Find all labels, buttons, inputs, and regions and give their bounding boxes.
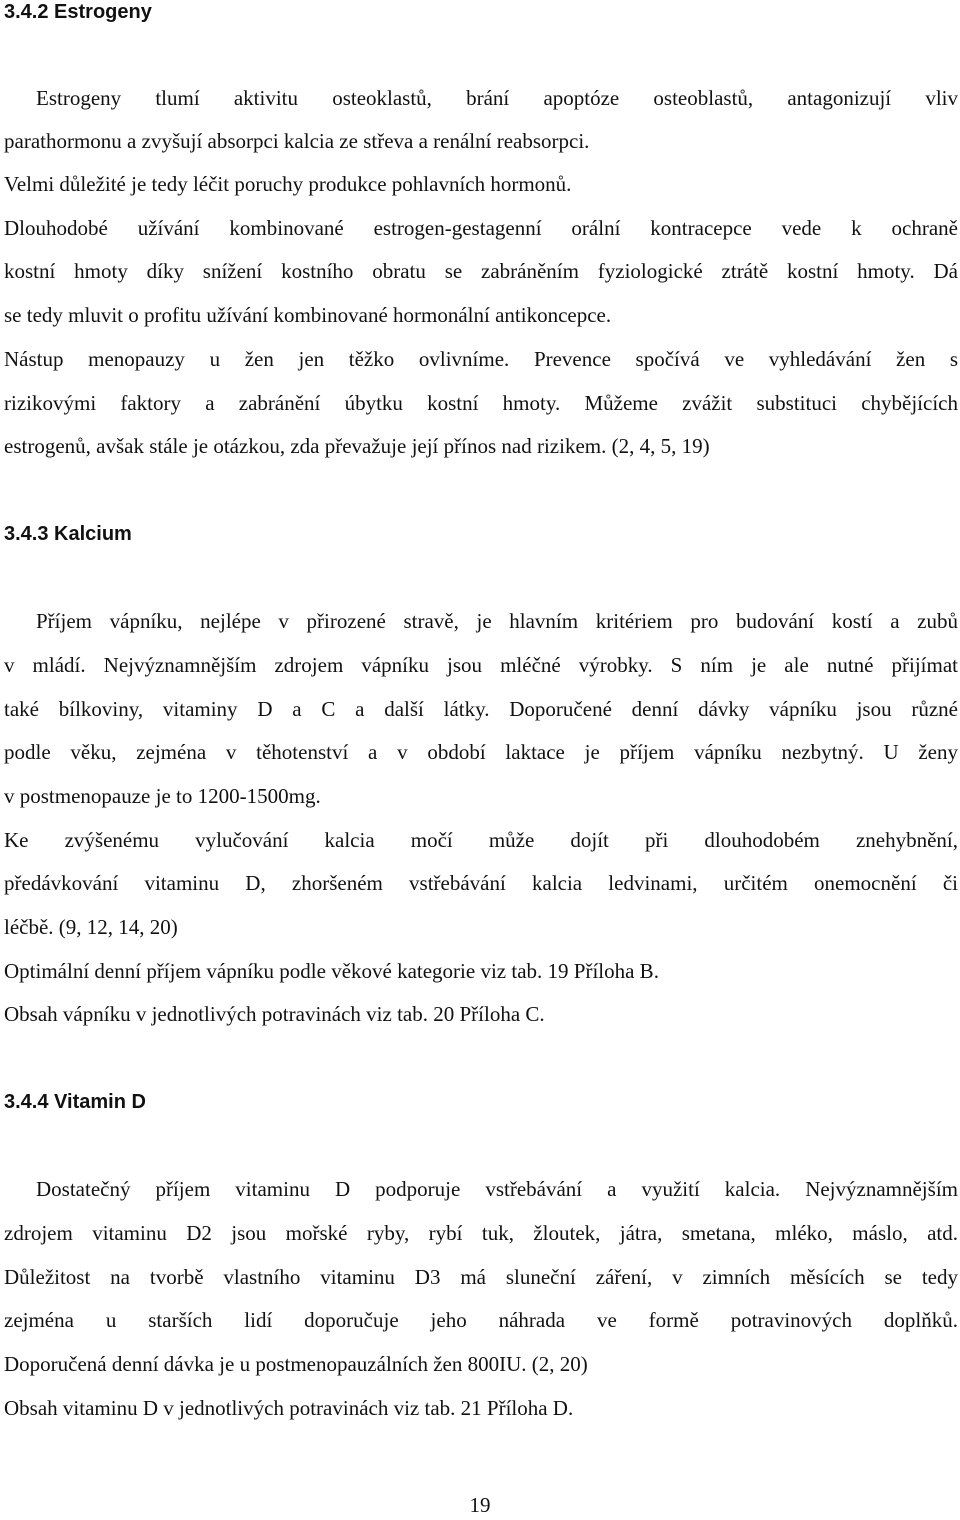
- paragraph-line: Dlouhodobé užívání kombinované estrogen-gestagenní orální kontracepce vede k ochraně: [4, 216, 958, 240]
- paragraph-line: Optimální denní příjem vápníku podle věkové kategorie viz tab. 19 Příloha B.: [4, 959, 659, 983]
- paragraph-line: zdrojem vitaminu D2 jsou mořské ryby, rybí tuk, žloutek, játra, smetana, mléko, máslo, atd.: [4, 1221, 958, 1245]
- paragraph-line: rizikovými faktory a zabránění úbytku kostní hmoty. Můžeme zvážit substituci chybějících: [4, 391, 958, 415]
- paragraph-line: Dostatečný příjem vitaminu D podporuje vstřebávání a využití kalcia. Nejvýznamnějším: [36, 1177, 958, 1201]
- paragraph-line: Doporučená denní dávka je u postmenopauzálních žen 800IU. (2, 20): [4, 1352, 588, 1376]
- paragraph-line: léčbě. (9, 12, 14, 20): [4, 915, 178, 939]
- heading-vitamin-d: 3.4.4 Vitamin D: [4, 1091, 146, 1113]
- paragraph-line: se tedy mluvit o profitu užívání kombinované hormonální antikoncepce.: [4, 303, 612, 327]
- paragraph-line: kostní hmoty díky snížení kostního obratu se zabráněním fyziologické ztrátě kostní hmoty. Dá: [4, 259, 958, 283]
- paragraph-line: parathormonu a zvyšují absorpci kalcia ze střeva a renální reabsorpci.: [4, 129, 590, 153]
- paragraph-line: Velmi důležité je tedy léčit poruchy produkce pohlavních hormonů.: [4, 172, 572, 196]
- paragraph-line: estrogenů, avšak stále je otázkou, zda převažuje její přínos nad rizikem. (2, 4, 5, 19): [4, 434, 710, 458]
- paragraph-line: Obsah vitaminu D v jednotlivých potravinách viz tab. 21 Příloha D.: [4, 1396, 574, 1420]
- paragraph-line: v mládí. Nejvýznamnějším zdrojem vápníku jsou mléčné výrobky. S ním je ale nutné přijímat: [4, 653, 958, 677]
- paragraph-line: Ke zvýšenému vylučování kalcia močí může dojít při dlouhodobém znehybnění,: [4, 828, 958, 852]
- paragraph-line: také bílkoviny, vitaminy D a C a další látky. Doporučené denní dávky vápníku jsou různé: [4, 697, 958, 721]
- paragraph-line: Důležitost na tvorbě vlastního vitaminu D3 má sluneční záření, v zimních měsících se tedy: [4, 1265, 958, 1289]
- paragraph-line: zejména u starších lidí doporučuje jeho náhrada ve formě potravinových doplňků.: [4, 1308, 958, 1332]
- page-number: 19: [469, 1493, 491, 1517]
- paragraph-line: Obsah vápníku v jednotlivých potravinách viz tab. 20 Příloha C.: [4, 1002, 545, 1026]
- paragraph-line: Nástup menopauzy u žen jen těžko ovlivníme. Prevence spočívá ve vyhledávání žen s: [4, 347, 958, 371]
- paragraph-line: Estrogeny tlumí aktivitu osteoklastů, brání apoptóze osteoblastů, antagonizují vliv: [36, 86, 958, 110]
- paragraph-line: v postmenopauze je to 1200-1500mg.: [4, 784, 321, 808]
- paragraph-line: předávkování vitaminu D, zhoršeném vstřebávání kalcia ledvinami, určitém onemocnění či: [4, 871, 958, 895]
- paragraph-line: podle věku, zejména v těhotenství a v období laktace je příjem vápníku nezbytný. U ženy: [4, 740, 958, 764]
- paragraph-line: Příjem vápníku, nejlépe v přirozené stravě, je hlavním kritériem pro budování kostí a zubů: [36, 609, 958, 633]
- heading-kalcium: 3.4.3 Kalcium: [4, 523, 132, 545]
- heading-estrogeny: 3.4.2 Estrogeny: [4, 1, 152, 23]
